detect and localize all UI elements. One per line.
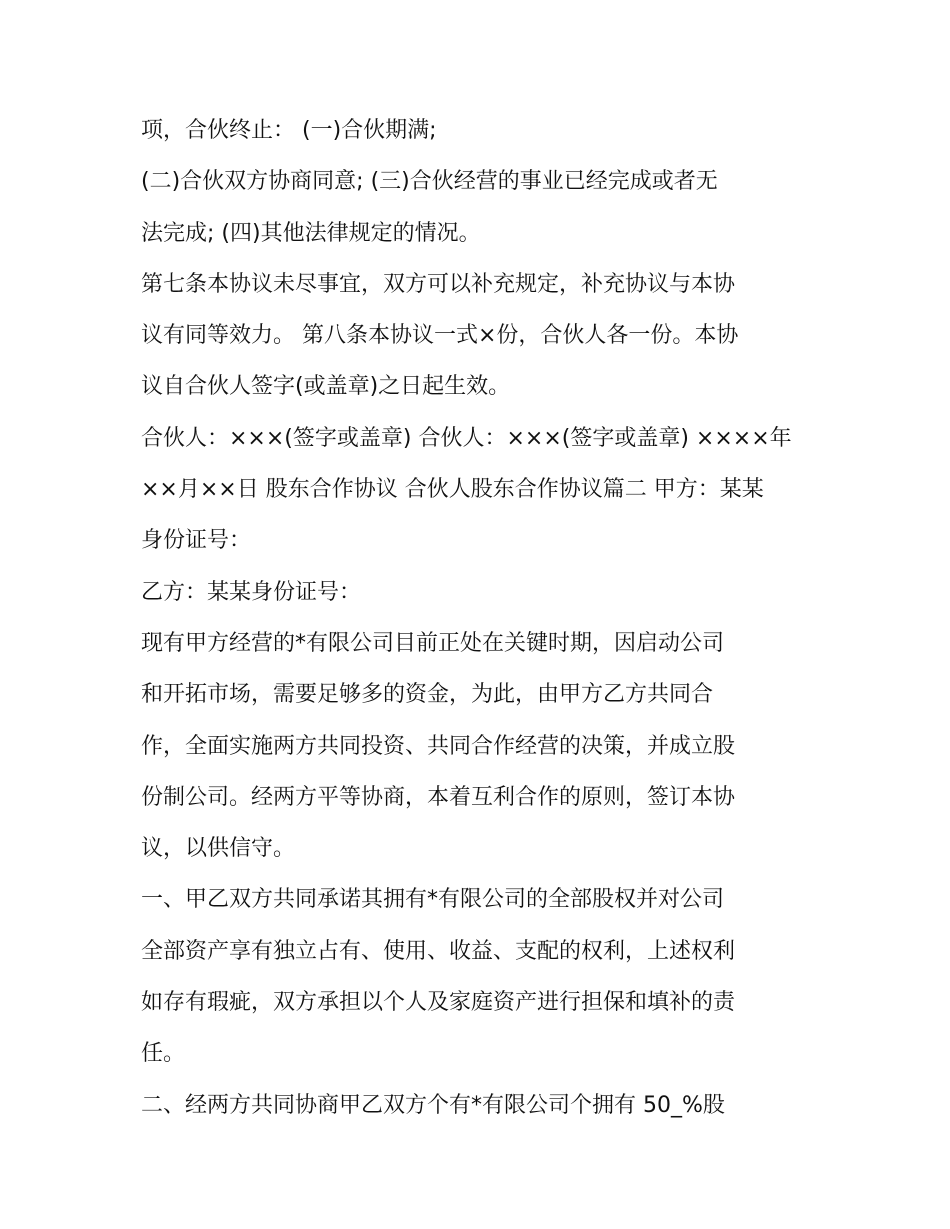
document-body [141,111,821,1137]
text-line: 法完成; (四)其他法律规定的情况。 [141,220,481,246]
text-line: 份制公司。经两方平等协商，本着互利合作的原则，签订本协 [141,784,736,810]
text-line: 身份证号： [141,528,252,554]
text-line: 作，全面实施两方共同投资、共同合作经营的决策，并成立股 [141,733,736,759]
text-line: 如存有瑕疵，双方承担以个人及家庭资产进行担保和填补的责 [141,990,736,1016]
text-line: 议，以供信守。 [141,836,296,862]
text-line: 议自合伙人签字(或盖章)之日起生效。 [141,374,511,400]
text-line: 现有甲方经营的*有限公司目前正处在关键时期，因启动公司 [141,630,725,656]
text-line: 任。 [141,1041,186,1067]
text-line: 合伙人：×××(签字或盖章) 合伙人：×××(签字或盖章) ××××年 [141,425,792,451]
text-line: 乙方：某某身份证号： [141,579,362,605]
text-line: 和开拓市场，需要足够多的资金，为此，由甲方乙方共同合 [141,682,714,708]
text-line: 一、甲乙双方共同承诺其拥有*有限公司的全部股权并对公司 [141,887,725,913]
text-line: 全部资产享有独立占有、使用、收益、支配的权利，上述权利 [141,938,736,964]
text-line: ××月××日 股东合作协议 合伙人股东合作协议篇二 甲方：某某 [141,477,764,503]
text-line: 议有同等效力。 第八条本协议一式×份，合伙人各一份。本协 [141,323,739,349]
text-line: 第七条本协议未尽事宜，双方可以补充规定，补充协议与本协 [141,271,736,297]
text-line: 二、经两方共同协商甲乙双方个有*有限公司个拥有 50_%股 [141,1092,725,1118]
text-line: 项，合伙终止： (一)合伙期满; [141,118,437,143]
text-line: (二)合伙双方协商同意; (三)合伙经营的事业已经完成或者无 [141,169,718,195]
